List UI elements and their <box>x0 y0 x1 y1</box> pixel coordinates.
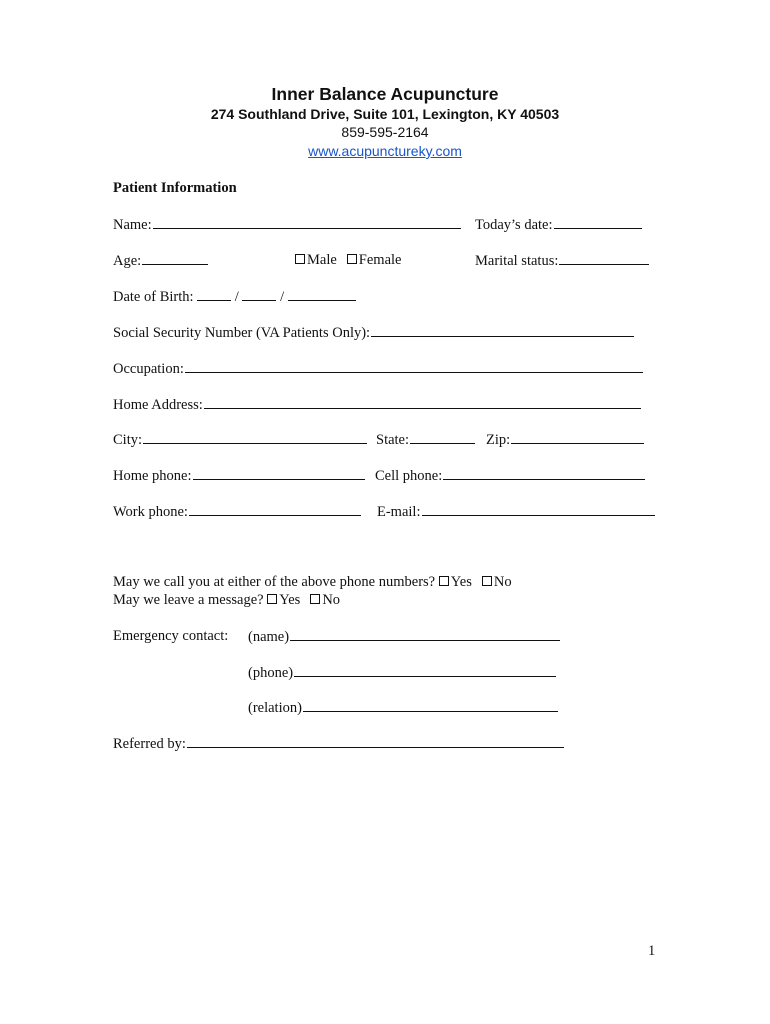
occupation-label: Occupation: <box>113 361 184 377</box>
zip-label: Zip: <box>486 432 511 448</box>
female-label: Female <box>358 252 402 268</box>
todays-date-field[interactable] <box>554 215 642 229</box>
referred-by-row <box>113 734 564 753</box>
email-label: E-mail: <box>377 504 421 520</box>
occupation-field[interactable] <box>185 359 643 373</box>
name-row <box>113 215 461 234</box>
email-row <box>377 502 655 521</box>
message-question-text: May we leave a message? <box>113 592 264 608</box>
clinic-address: 274 Southland Drive, Suite 101, Lexington, KY 40503 <box>210 106 560 122</box>
male-option[interactable] <box>295 251 337 269</box>
dob-label: Date of Birth: <box>113 289 194 305</box>
zip-row <box>486 430 644 449</box>
age-field[interactable] <box>142 251 208 265</box>
call-yes-checkbox[interactable] <box>439 576 449 586</box>
message-question-row <box>113 591 340 609</box>
call-no-checkbox[interactable] <box>482 576 492 586</box>
dob-separator: / <box>280 289 285 305</box>
dob-row <box>113 287 356 306</box>
call-no-label: No <box>493 574 512 590</box>
emergency-phone-row <box>248 663 556 682</box>
emergency-phone-field[interactable] <box>294 663 556 677</box>
home-address-field[interactable] <box>204 395 641 409</box>
call-question-text: May we call you at either of the above phone numbers? <box>113 574 436 590</box>
emergency-relation-row <box>248 698 558 717</box>
call-question-row <box>113 573 512 591</box>
zip-field[interactable] <box>511 430 644 444</box>
cell-phone-field[interactable] <box>443 466 645 480</box>
todays-date-label: Today’s date: <box>475 217 553 233</box>
age-label: Age: <box>113 253 142 269</box>
male-checkbox[interactable] <box>295 254 305 264</box>
message-yes-option[interactable] <box>267 591 300 609</box>
home-phone-label: Home phone: <box>113 468 192 484</box>
ssn-label: Social Security Number (VA Patients Only): <box>113 325 371 341</box>
message-no-option[interactable] <box>310 591 340 609</box>
cell-phone-row <box>375 466 645 485</box>
emergency-relation-label: (relation) <box>248 700 302 716</box>
work-phone-row <box>113 502 361 521</box>
message-yes-label: Yes <box>279 592 301 608</box>
home-phone-row <box>113 466 365 485</box>
dob-month-field[interactable] <box>197 287 231 301</box>
state-label: State: <box>376 432 410 448</box>
emergency-phone-label: (phone) <box>248 665 294 681</box>
message-no-checkbox[interactable] <box>310 594 320 604</box>
message-yes-checkbox[interactable] <box>267 594 277 604</box>
name-label: Name: <box>113 217 152 233</box>
city-field[interactable] <box>143 430 367 444</box>
emergency-name-row <box>248 627 560 646</box>
name-field[interactable] <box>153 215 461 229</box>
sex-options <box>295 251 401 269</box>
call-yes-option[interactable] <box>439 573 472 591</box>
cell-phone-label: Cell phone: <box>375 468 443 484</box>
clinic-name: Inner Balance Acupuncture <box>271 84 499 104</box>
work-phone-label: Work phone: <box>113 504 188 520</box>
marital-status-label: Marital status: <box>475 253 559 269</box>
emergency-name-label: (name) <box>248 629 290 645</box>
email-field[interactable] <box>422 502 655 516</box>
referred-by-field[interactable] <box>187 734 564 748</box>
referred-by-label: Referred by: <box>113 736 186 752</box>
female-option[interactable] <box>347 251 402 269</box>
dob-day-field[interactable] <box>242 287 276 301</box>
home-address-label: Home Address: <box>113 397 203 413</box>
work-phone-field[interactable] <box>189 502 361 516</box>
occupation-row <box>113 359 643 378</box>
clinic-website <box>0 143 770 159</box>
emergency-relation-field[interactable] <box>303 698 558 712</box>
state-field[interactable] <box>410 430 475 444</box>
message-no-label: No <box>322 592 341 608</box>
age-row <box>113 251 208 270</box>
section-title: Patient Information <box>113 180 237 196</box>
dob-year-field[interactable] <box>288 287 356 301</box>
city-row <box>113 430 367 449</box>
call-no-option[interactable] <box>482 573 512 591</box>
ssn-field[interactable] <box>371 323 634 337</box>
todays-date-row <box>475 215 642 234</box>
marital-status-field[interactable] <box>559 251 649 265</box>
home-address-row <box>113 395 641 414</box>
female-checkbox[interactable] <box>347 254 357 264</box>
dob-separator: / <box>234 289 239 305</box>
website-link[interactable]: www.acupunctureky.com <box>308 143 462 159</box>
emergency-contact-label: Emergency contact: <box>113 628 229 644</box>
home-phone-field[interactable] <box>193 466 365 480</box>
call-yes-label: Yes <box>450 574 472 590</box>
state-row <box>376 430 475 449</box>
city-label: City: <box>113 432 143 448</box>
clinic-phone: 859-595-2164 <box>341 124 429 140</box>
male-label: Male <box>307 252 337 268</box>
page-number: 1 <box>648 943 656 959</box>
marital-status-row <box>475 251 649 270</box>
emergency-name-field[interactable] <box>290 627 560 641</box>
ssn-row <box>113 323 634 342</box>
